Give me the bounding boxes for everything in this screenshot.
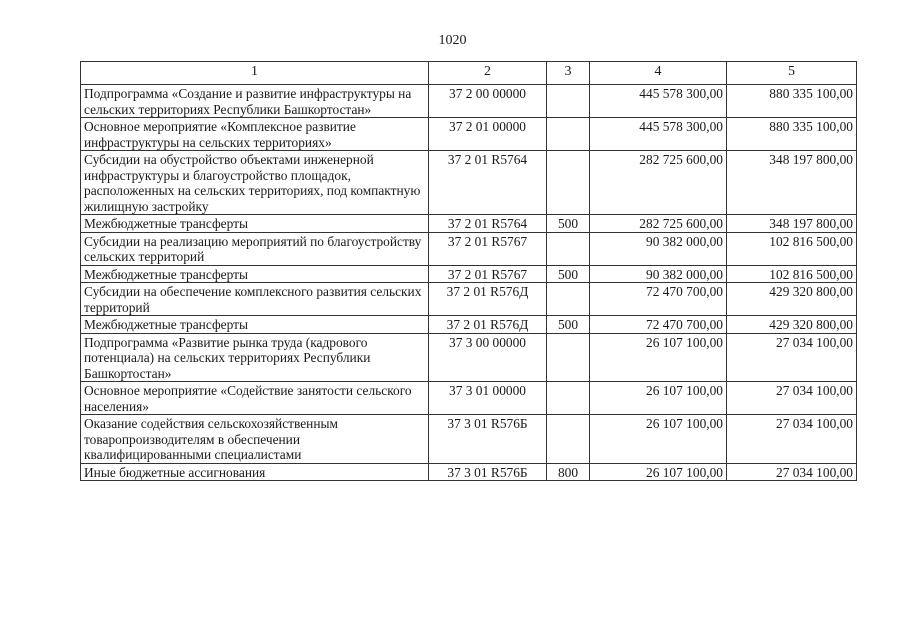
row-expense-type-cell bbox=[547, 151, 590, 215]
row-expense-type-cell bbox=[547, 118, 590, 151]
column-header-1: 1 bbox=[81, 62, 429, 85]
column-header-2: 2 bbox=[429, 62, 547, 85]
budget-table bbox=[80, 61, 857, 481]
row-amount-2-cell: 429 320 800,00 bbox=[727, 316, 857, 334]
row-name-cell: Субсидии на реализацию мероприятий по благоустройству сельских территорий bbox=[81, 232, 429, 265]
row-name-cell: Межбюджетные трансферты bbox=[81, 265, 429, 283]
table-row bbox=[81, 118, 857, 151]
row-code-cell: 37 2 00 00000 bbox=[429, 85, 547, 118]
row-amount-2-cell: 348 197 800,00 bbox=[727, 151, 857, 215]
row-amount-1-cell: 26 107 100,00 bbox=[590, 463, 727, 481]
row-name-cell: Иные бюджетные ассигнования bbox=[81, 463, 429, 481]
row-expense-type-cell bbox=[547, 382, 590, 415]
column-header-5: 5 bbox=[727, 62, 857, 85]
row-name-cell: Субсидии на обеспечение комплексного развития сельских территорий bbox=[81, 283, 429, 316]
column-header-4: 4 bbox=[590, 62, 727, 85]
table-row bbox=[81, 333, 857, 382]
row-code-cell: 37 2 01 R576Д bbox=[429, 283, 547, 316]
page-number: 1020 bbox=[438, 33, 467, 48]
row-amount-2-cell: 27 034 100,00 bbox=[727, 463, 857, 481]
row-expense-type-cell bbox=[547, 85, 590, 118]
row-amount-2-cell: 27 034 100,00 bbox=[727, 415, 857, 464]
row-expense-type-cell bbox=[547, 232, 590, 265]
row-amount-2-cell: 429 320 800,00 bbox=[727, 283, 857, 316]
row-amount-1-cell: 445 578 300,00 bbox=[590, 118, 727, 151]
table-body bbox=[81, 85, 857, 481]
row-amount-1-cell: 72 470 700,00 bbox=[590, 316, 727, 334]
table-header-row bbox=[81, 62, 857, 85]
row-name-cell: Подпрограмма «Создание и развитие инфраструктуры на сельских территориях Республики Башкортостан» bbox=[81, 85, 429, 118]
table-row bbox=[81, 415, 857, 464]
row-expense-type-cell bbox=[547, 333, 590, 382]
row-code-cell: 37 2 01 R5767 bbox=[429, 265, 547, 283]
table-row bbox=[81, 382, 857, 415]
table-row bbox=[81, 151, 857, 215]
row-amount-1-cell: 26 107 100,00 bbox=[590, 415, 727, 464]
row-amount-1-cell: 72 470 700,00 bbox=[590, 283, 727, 316]
row-amount-2-cell: 27 034 100,00 bbox=[727, 333, 857, 382]
row-name-cell: Подпрограмма «Развитие рынка труда (кадрового потенциала) на сельских территориях Республики Башкортостан» bbox=[81, 333, 429, 382]
row-expense-type-cell bbox=[547, 283, 590, 316]
table-row bbox=[81, 232, 857, 265]
table-row bbox=[81, 283, 857, 316]
row-code-cell: 37 2 01 R5764 bbox=[429, 215, 547, 233]
row-amount-1-cell: 90 382 000,00 bbox=[590, 232, 727, 265]
row-amount-1-cell: 282 725 600,00 bbox=[590, 151, 727, 215]
row-name-cell: Межбюджетные трансферты bbox=[81, 215, 429, 233]
row-expense-type-cell: 500 bbox=[547, 215, 590, 233]
row-amount-2-cell: 880 335 100,00 bbox=[727, 118, 857, 151]
row-amount-2-cell: 880 335 100,00 bbox=[727, 85, 857, 118]
row-amount-1-cell: 90 382 000,00 bbox=[590, 265, 727, 283]
row-code-cell: 37 2 01 R576Д bbox=[429, 316, 547, 334]
table-row bbox=[81, 85, 857, 118]
row-expense-type-cell: 500 bbox=[547, 265, 590, 283]
row-expense-type-cell bbox=[547, 415, 590, 464]
table-row bbox=[81, 215, 857, 233]
row-code-cell: 37 3 00 00000 bbox=[429, 333, 547, 382]
row-expense-type-cell: 800 bbox=[547, 463, 590, 481]
table-row bbox=[81, 316, 857, 334]
table-row bbox=[81, 265, 857, 283]
row-amount-2-cell: 27 034 100,00 bbox=[727, 382, 857, 415]
row-code-cell: 37 3 01 R576Б bbox=[429, 415, 547, 464]
row-amount-1-cell: 282 725 600,00 bbox=[590, 215, 727, 233]
row-name-cell: Межбюджетные трансферты bbox=[81, 316, 429, 334]
row-name-cell: Оказание содействия сельскохозяйственным товаропроизводителям в обеспечении квалифицированными специалистами bbox=[81, 415, 429, 464]
row-expense-type-cell: 500 bbox=[547, 316, 590, 334]
row-code-cell: 37 2 01 00000 bbox=[429, 118, 547, 151]
row-name-cell: Основное мероприятие «Содействие занятости сельского населения» bbox=[81, 382, 429, 415]
row-code-cell: 37 3 01 R576Б bbox=[429, 463, 547, 481]
table-row bbox=[81, 463, 857, 481]
row-amount-1-cell: 26 107 100,00 bbox=[590, 382, 727, 415]
row-code-cell: 37 3 01 00000 bbox=[429, 382, 547, 415]
row-code-cell: 37 2 01 R5767 bbox=[429, 232, 547, 265]
column-header-3: 3 bbox=[547, 62, 590, 85]
row-code-cell: 37 2 01 R5764 bbox=[429, 151, 547, 215]
row-amount-2-cell: 102 816 500,00 bbox=[727, 232, 857, 265]
row-name-cell: Субсидии на обустройство объектами инженерной инфраструктуры и благоустройство площадок, расположенных на сельских территориях, под компактную жилищную застройку bbox=[81, 151, 429, 215]
row-amount-2-cell: 102 816 500,00 bbox=[727, 265, 857, 283]
row-amount-1-cell: 26 107 100,00 bbox=[590, 333, 727, 382]
row-amount-2-cell: 348 197 800,00 bbox=[727, 215, 857, 233]
row-name-cell: Основное мероприятие «Комплексное развитие инфраструктуры на сельских территориях» bbox=[81, 118, 429, 151]
row-amount-1-cell: 445 578 300,00 bbox=[590, 85, 727, 118]
